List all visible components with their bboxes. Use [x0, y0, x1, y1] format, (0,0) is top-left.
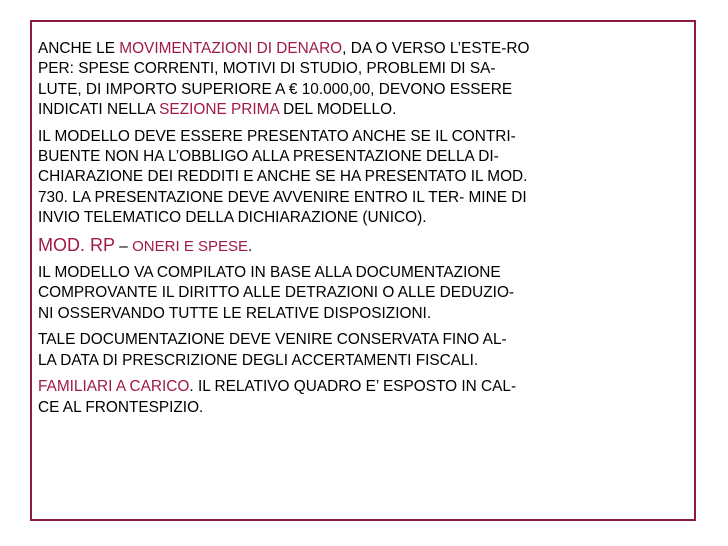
- text-line: LA DATA DI PRESCRIZIONE DEGLI ACCERTAMENTI FISCALI.: [38, 351, 479, 369]
- text-run: .: [248, 237, 253, 255]
- text-run: INDICATI NELLA: [38, 101, 160, 119]
- text-line: INVIO TELEMATICO DELLA DICHIARAZIONE (UNICO).: [38, 209, 427, 227]
- paragraph-familiari: [38, 377, 688, 418]
- text-line: [38, 377, 688, 397]
- highlight-sezione-prima: SEZIONE PRIMA: [159, 101, 279, 119]
- text-run: DEL MODELLO.: [278, 101, 397, 119]
- text-line: NI OSSERVANDO TUTTE LE RELATIVE DISPOSIZIONI.: [38, 304, 432, 322]
- text-run: –: [115, 237, 133, 255]
- text-line: LUTE, DI IMPORTO SUPERIORE A € 10.000,00, DEVONO ESSERE: [38, 80, 513, 98]
- paragraph-documentazione: [38, 330, 688, 371]
- text-line: BUENTE NON HA L’OBBLIGO ALLA PRESENTAZIONE DELLA DI-: [38, 148, 499, 166]
- text-line: CE AL FRONTESPIZIO.: [38, 398, 204, 416]
- text-line: COMPROVANTE IL DIRITTO ALLE DETRAZIONI O ALLE DEDUZIO-: [38, 284, 515, 302]
- text-line: CHIARAZIONE DEI REDDITI E ANCHE SE HA PRESENTATO IL MOD.: [38, 168, 528, 186]
- text-run: . IL RELATIVO QUADRO E’ ESPOSTO IN CAL-: [189, 378, 517, 396]
- text-run: ANCHE LE: [38, 40, 120, 57]
- content-frame: [30, 20, 696, 521]
- highlight-movimentazioni: MOVIMENTAZIONI DI DENARO: [119, 40, 343, 57]
- text-line: IL MODELLO VA COMPILATO IN BASE ALLA DOCUMENTAZIONE: [38, 264, 501, 282]
- highlight-familiari-a-carico: FAMILIARI A CARICO: [38, 378, 190, 396]
- text-line: IL MODELLO DEVE ESSERE PRESENTATO ANCHE SE IL CONTRI-: [38, 127, 516, 145]
- text-line: PER: SPESE CORRENTI, MOTIVI DI STUDIO, PROBLEMI DI SA-: [38, 60, 496, 78]
- paragraph-presentazione: [38, 127, 688, 229]
- mod-rp-label: MOD. RP: [38, 234, 116, 255]
- paragraph-compilazione: [38, 263, 688, 324]
- text-line: [38, 235, 688, 257]
- paragraph-movimentazioni: [38, 39, 688, 121]
- text-run: , DA O VERSO L’ESTE-RO: [342, 40, 530, 57]
- text-line: [38, 100, 688, 120]
- oneri-spese-label: ONERI E SPESE: [132, 237, 249, 255]
- heading-mod-rp: [38, 235, 688, 257]
- text-line: TALE DOCUMENTAZIONE DEVE VENIRE CONSERVATA FINO AL-: [38, 331, 507, 349]
- text-line: [38, 39, 688, 59]
- text-line: 730. LA PRESENTAZIONE DEVE AVVENIRE ENTRO IL TER- MINE DI: [38, 188, 527, 206]
